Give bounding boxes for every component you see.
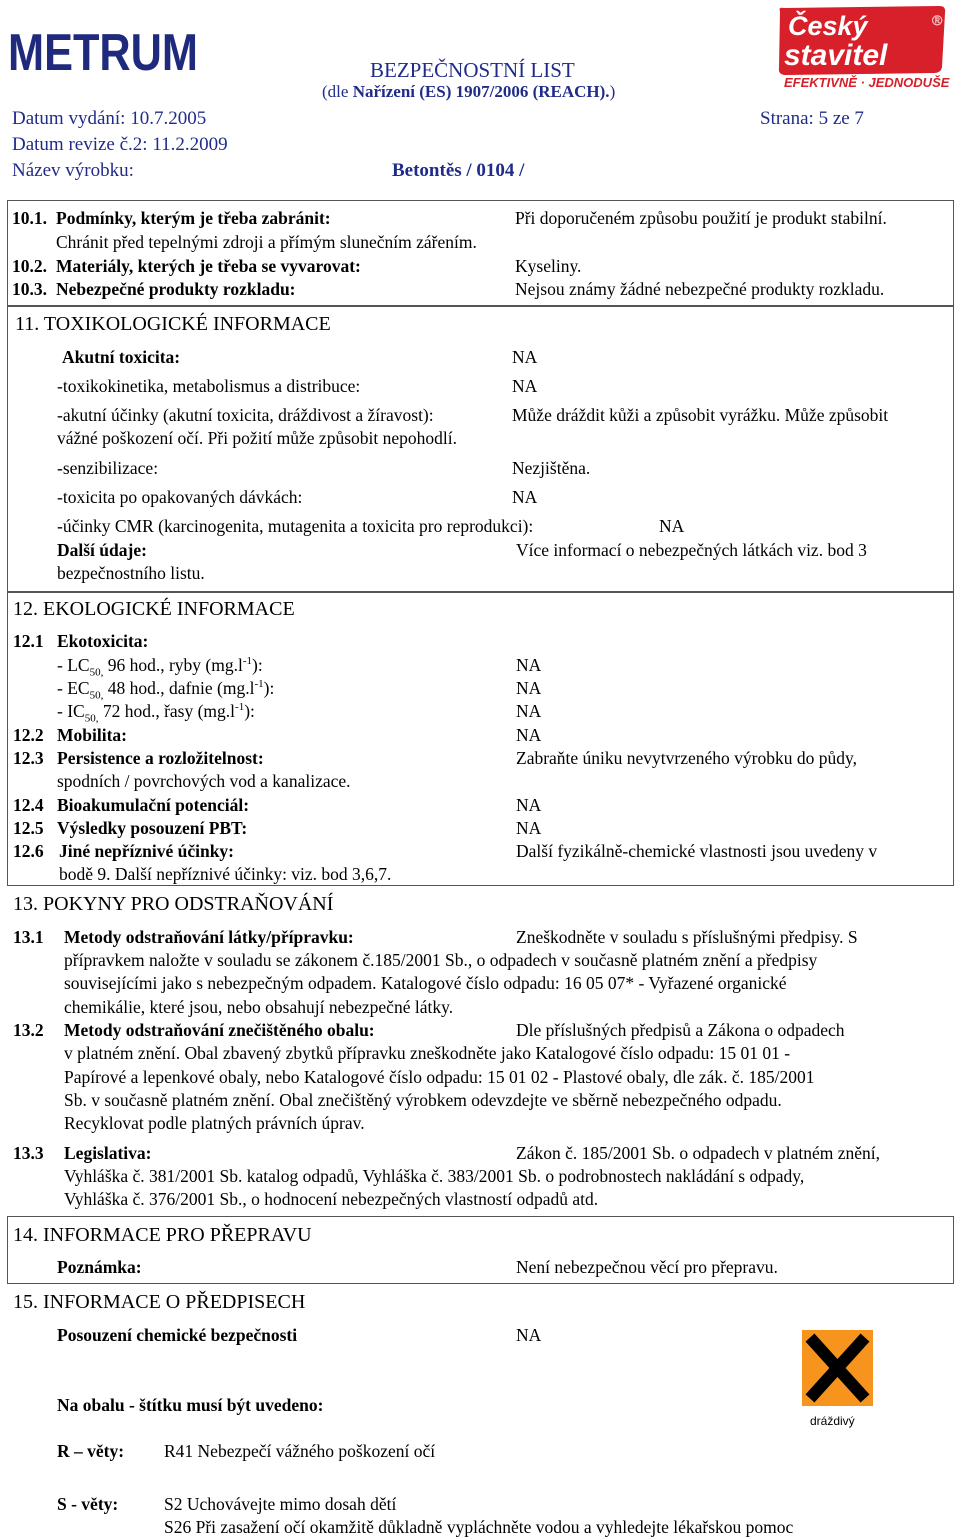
bioaccumulation-value: NA	[516, 795, 542, 815]
disposal-packaging-line-5: Recyklovat podle platných právních úprav.	[64, 1113, 365, 1133]
bioaccumulation-label: Bioakumulační potenciál:	[57, 795, 250, 815]
s10-3-number: 10.3.	[12, 279, 47, 299]
ic50-label: - $IC_{50,}$ 72 hod., řasy $(mg.l^{-1})$:	[57, 701, 255, 725]
disposal-substance-line-3: souvisejícími jako s nebezpečným odpadem. Katalogové číslo odpadu: 16 05 07* - Vyřazené organické	[64, 973, 787, 993]
repeated-dose-value: NA	[512, 487, 538, 507]
page-number: Strana: 5 ze 7	[760, 108, 864, 129]
acute-effects-label: -akutní účinky (akutní toxicita, dráždivost a žíravost):	[57, 405, 434, 425]
s12-2-number: 12.2	[13, 725, 44, 745]
label-heading: Na obalu - štítku musí být uvedeno:	[57, 1395, 324, 1415]
cmr-label: -účinky CMR (karcinogenita, mutagenita a toxicita pro reprodukci):	[57, 516, 534, 536]
repeated-dose-label: -toxicita po opakovaných dávkách:	[57, 487, 303, 507]
svg-text:stavitel: stavitel	[784, 39, 888, 72]
section-11-title: 11. TOXIKOLOGICKÉ INFORMACE	[15, 313, 331, 335]
disposal-packaging-line-3: Papírové a lepenkové obaly, nebo Katalogové číslo odpadu: 15 01 02 - Plastové obaly, dle zák. č. 185/2001	[64, 1067, 815, 1087]
lc50-value: NA	[516, 655, 542, 675]
legislation-value: Zákon č. 185/2001 Sb. o odpadech v platném znění,	[516, 1143, 881, 1163]
section-13-title: 13. POKYNY PRO ODSTRAŇOVÁNÍ	[13, 893, 334, 915]
persistence-value: Zabraňte úniku nevytvrzeného výrobku do půdy,	[516, 748, 857, 768]
section-14-title: 14. INFORMACE PRO PŘEPRAVU	[13, 1224, 312, 1246]
other-effects-label: Jiné nepříznivé účinky:	[59, 841, 235, 861]
product-label: Název výrobku:	[12, 160, 134, 181]
pbt-value: NA	[516, 818, 542, 838]
ecotoxicity-label: Ekotoxicita:	[57, 631, 149, 651]
cesky-stavitel-logo	[774, 5, 950, 91]
acute-effects-value: Může dráždit kůži a způsobit vyrážku. Může způsobit	[512, 405, 889, 425]
s-phrase-1: S2 Uchovávejte mimo dosah dětí	[164, 1494, 397, 1514]
legislation-line-3: Vyhláška č. 376/2001 Sb., o hodnocení nebezpečných vlastností odpadů atd.	[64, 1189, 599, 1209]
metrum-logo	[8, 24, 200, 82]
transport-note-label: Poznámka:	[57, 1257, 142, 1277]
cmr-value: NA	[659, 516, 685, 536]
disposal-packaging-label: Metody odstraňování znečištěného obalu:	[64, 1020, 375, 1040]
s-phrase-2: S26 Při zasažení očí okamžitě důkladně vypláchněte vodou a vyhledejte lékařskou pomoc	[164, 1517, 794, 1537]
disposal-substance-line-2: přípravkem naložte v souladu se zákonem č.185/2001 Sb., o odpadech v současně platném znění a předpisy	[64, 950, 818, 970]
legislation-line-2: Vyhláška č. 381/2001 Sb. katalog odpadů, Vyhláška č. 383/2001 Sb. o podrobnostech nakládání s odpady,	[64, 1166, 805, 1186]
more-info-label: Další údaje:	[57, 540, 147, 560]
s12-6-number: 12.6	[13, 841, 44, 861]
disposal-packaging-line-4: Sb. v současně platném znění. Obal znečištěný výrobkem odevzdejte ve sběrně nebezpečného odpadu.	[64, 1090, 782, 1110]
s10-2-number: 10.2.	[12, 256, 47, 276]
svg-text:EFEKTIVNĚ · JEDNODUŠE: EFEKTIVNĚ · JEDNODUŠE	[784, 75, 950, 90]
persistence-label: Persistence a rozložitelnost:	[57, 748, 264, 768]
section-12-title: 12. EKOLOGICKÉ INFORMACE	[13, 598, 295, 620]
section-15-title: 15. INFORMACE O PŘEDPISECH	[13, 1291, 306, 1313]
disposal-substance-line-4: chemikálie, které jsou, nebo obsahují nebezpečné látky.	[64, 997, 454, 1017]
ic50-value: NA	[516, 701, 542, 721]
sensitization-label: -senzibilizace:	[57, 458, 159, 478]
pbt-label: Výsledky posouzení PBT:	[57, 818, 248, 838]
other-effects-value: Další fyzikálně-chemické vlastnosti jsou uvedeny v	[516, 841, 878, 861]
r-phrases-label: R – věty:	[57, 1441, 125, 1461]
toxicokinetics-label: -toxikokinetika, metabolismus a distribuce:	[57, 376, 361, 396]
s13-1-number: 13.1	[13, 927, 44, 947]
s10-1-number: 10.1.	[12, 208, 47, 228]
acute-toxicity-label: Akutní toxicita:	[62, 347, 181, 367]
more-info-continuation: bezpečnostního listu.	[57, 563, 205, 583]
r-phrases-value: R41 Nebezpečí vážného poškození očí	[164, 1441, 436, 1461]
svg-text:Český: Český	[788, 11, 868, 41]
hazard-symbol-caption: dráždivý	[810, 1414, 855, 1428]
sensitization-value: Nezjištěna.	[512, 458, 591, 478]
s10-2-value: Kyseliny.	[515, 256, 582, 276]
product-name: Betontěs / 0104 /	[392, 160, 525, 181]
svg-text:METRUM: METRUM	[8, 24, 198, 82]
s13-2-number: 13.2	[13, 1020, 44, 1040]
document-title: BEZPEČNOSTNÍ LIST	[370, 58, 575, 82]
ec50-label: - $EC_{50,}$ 48 hod., dafnie $(mg.l^{-1})$:	[57, 678, 275, 702]
disposal-substance-label: Metody odstraňování látky/přípravku:	[64, 927, 354, 947]
mobility-value: NA	[516, 725, 542, 745]
issue-date: Datum vydání: 10.7.2005	[12, 108, 207, 129]
chemical-safety-assessment-label: Posouzení chemické bezpečnosti	[57, 1325, 298, 1345]
s13-3-number: 13.3	[13, 1143, 44, 1163]
other-effects-continuation: bodě 9. Další nepříznivé účinky: viz. bod 3,6,7.	[59, 864, 392, 884]
s10-2-label: Materiály, kterých je třeba se vyvarovat:	[56, 256, 361, 276]
acute-toxicity-value: NA	[512, 347, 538, 367]
transport-note-value: Není nebezpečnou věcí pro přepravu.	[516, 1257, 778, 1277]
toxicokinetics-value: NA	[512, 376, 538, 396]
hazard-symbol	[800, 1328, 875, 1433]
irritant-x-icon	[800, 1328, 875, 1410]
chemical-safety-assessment-value: NA	[516, 1325, 542, 1345]
persistence-continuation: spodních / povrchových vod a kanalizace.	[57, 771, 351, 791]
s12-3-number: 12.3	[13, 748, 44, 768]
s-phrases-label: S - věty:	[57, 1494, 119, 1514]
disposal-packaging-value: Dle příslušných předpisů a Zákona o odpadech	[516, 1020, 845, 1040]
s10-1-value: Při doporučeném způsobu použití je produkt stabilní.	[515, 208, 887, 228]
legislation-label: Legislativa:	[64, 1143, 152, 1163]
s10-3-label: Nebezpečné produkty rozkladu:	[56, 279, 296, 299]
s10-1-continuation: Chránit před tepelnými zdroji a přímým slunečním zářením.	[56, 232, 477, 252]
ec50-value: NA	[516, 678, 542, 698]
acute-effects-continuation: vážné poškození očí. Při požití může způsobit nepohodlí.	[57, 428, 457, 448]
s12-5-number: 12.5	[13, 818, 44, 838]
lc50-label: - $LC_{50,}$ 96 hod., ryby $(mg.l^{-1})$:	[57, 655, 263, 679]
disposal-packaging-line-2: v platném znění. Obal zbavený zbytků přípravku zneškodněte jako Katalogové číslo odpadu: 15 01 01 -	[64, 1043, 791, 1063]
s12-1-number: 12.1	[13, 631, 44, 651]
s10-1-label: Podmínky, kterým je třeba zabránit:	[56, 208, 331, 228]
s12-4-number: 12.4	[13, 795, 44, 815]
s10-3-value: Nejsou známy žádné nebezpečné produkty rozkladu.	[515, 279, 885, 299]
revision-date: Datum revize č.2: 11.2.2009	[12, 134, 228, 155]
mobility-label: Mobilita:	[57, 725, 127, 745]
document-subtitle: (dle Nařízení (ES) 1907/2006 (REACH).)	[322, 82, 616, 101]
more-info-value: Více informací o nebezpečných látkách viz. bod 3	[516, 540, 867, 560]
svg-text:®: ®	[932, 12, 943, 28]
disposal-substance-value: Zneškodněte v souladu s příslušnými předpisy. S	[516, 927, 858, 947]
